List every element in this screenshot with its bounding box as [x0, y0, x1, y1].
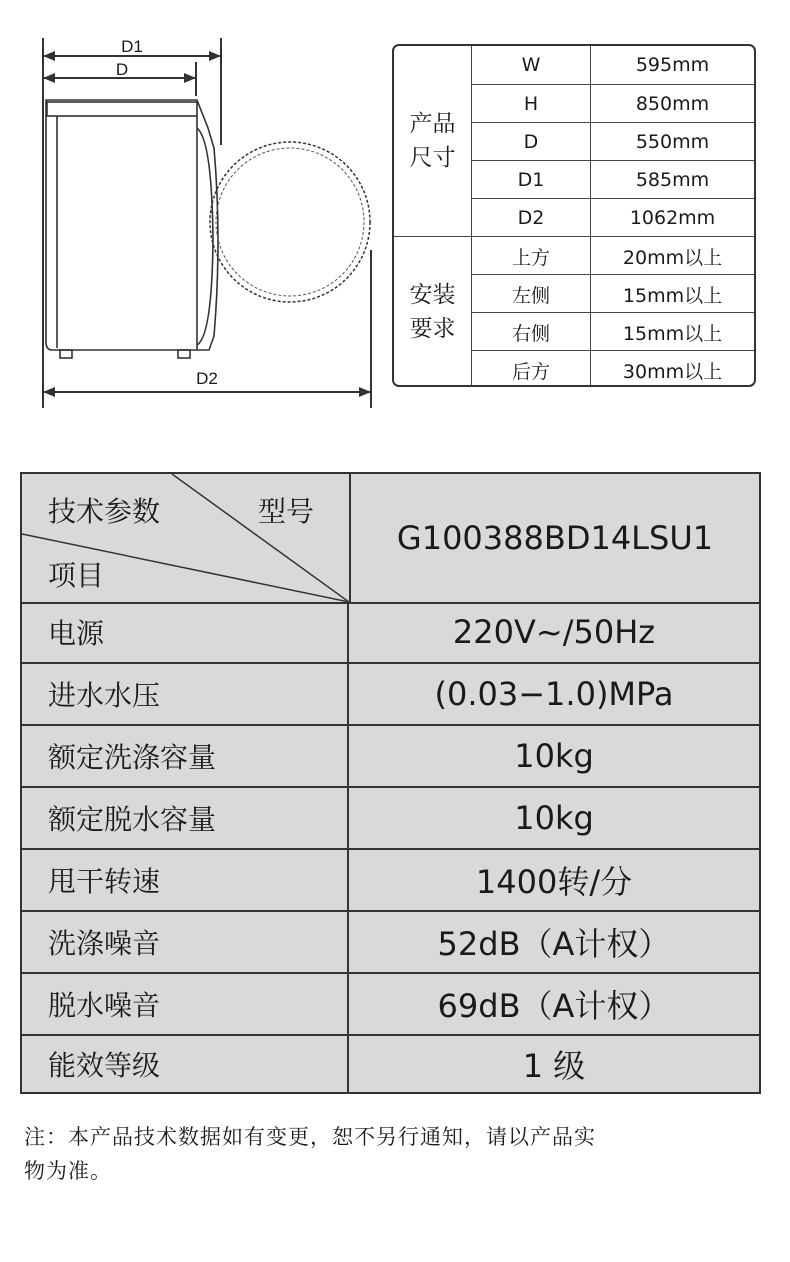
- group-label-product-size: 产品 尺寸: [394, 46, 472, 236]
- dim-row: D1 585mm: [472, 160, 754, 199]
- spec-row: 进水水压 (0.03−1.0)MPa: [22, 664, 759, 726]
- diagram-label-d1: D1: [121, 37, 143, 56]
- spec-row: 额定脱水容量 10kg: [22, 788, 759, 850]
- install-row: 左侧 15mm以上: [472, 274, 754, 313]
- spec-table: [20, 472, 761, 1094]
- washer-dimension-diagram: [0, 0, 390, 420]
- spec-row: 洗涤噪音 52dB（A计权）: [22, 912, 759, 974]
- model-number: G100388BD14LSU1: [396, 519, 714, 557]
- install-row: 后方 30mm以上: [472, 350, 754, 387]
- spec-row: 脱水噪音 69dB（A计权）: [22, 974, 759, 1036]
- dim-row: W 595mm: [472, 46, 754, 84]
- disclaimer-note: [24, 1120, 764, 1188]
- install-row: 上方 20mm以上: [472, 236, 754, 275]
- diagram-label-d2: D2: [196, 369, 218, 388]
- note-line-2: 物为准。: [24, 1159, 112, 1183]
- diagram-label-d: D: [115, 60, 129, 79]
- note-line-1: 注：本产品技术数据如有变更，恕不另行通知，请以产品实: [24, 1125, 596, 1149]
- dimension-table: [392, 44, 756, 387]
- spec-row: 甩干转速 1400转/分: [22, 850, 759, 912]
- dim-row: H 850mm: [472, 84, 754, 123]
- header-model-label: 型号: [258, 495, 315, 528]
- diagonal-header-cell: [22, 474, 351, 602]
- spec-row: 电源 220V~/50Hz: [22, 602, 759, 664]
- group-label-install-requirements: 安装 要求: [394, 237, 472, 387]
- dim-row: D2 1062mm: [472, 198, 754, 237]
- install-row: 右侧 15mm以上: [472, 312, 754, 351]
- header-item-label: 项目: [48, 559, 105, 592]
- spec-row: 能效等级 1 级: [22, 1036, 759, 1092]
- dim-row: D 550mm: [472, 122, 754, 161]
- header-tech-params: 技术参数: [48, 495, 161, 528]
- spec-row: 额定洗涤容量 10kg: [22, 726, 759, 788]
- spec-table-header: [22, 474, 759, 604]
